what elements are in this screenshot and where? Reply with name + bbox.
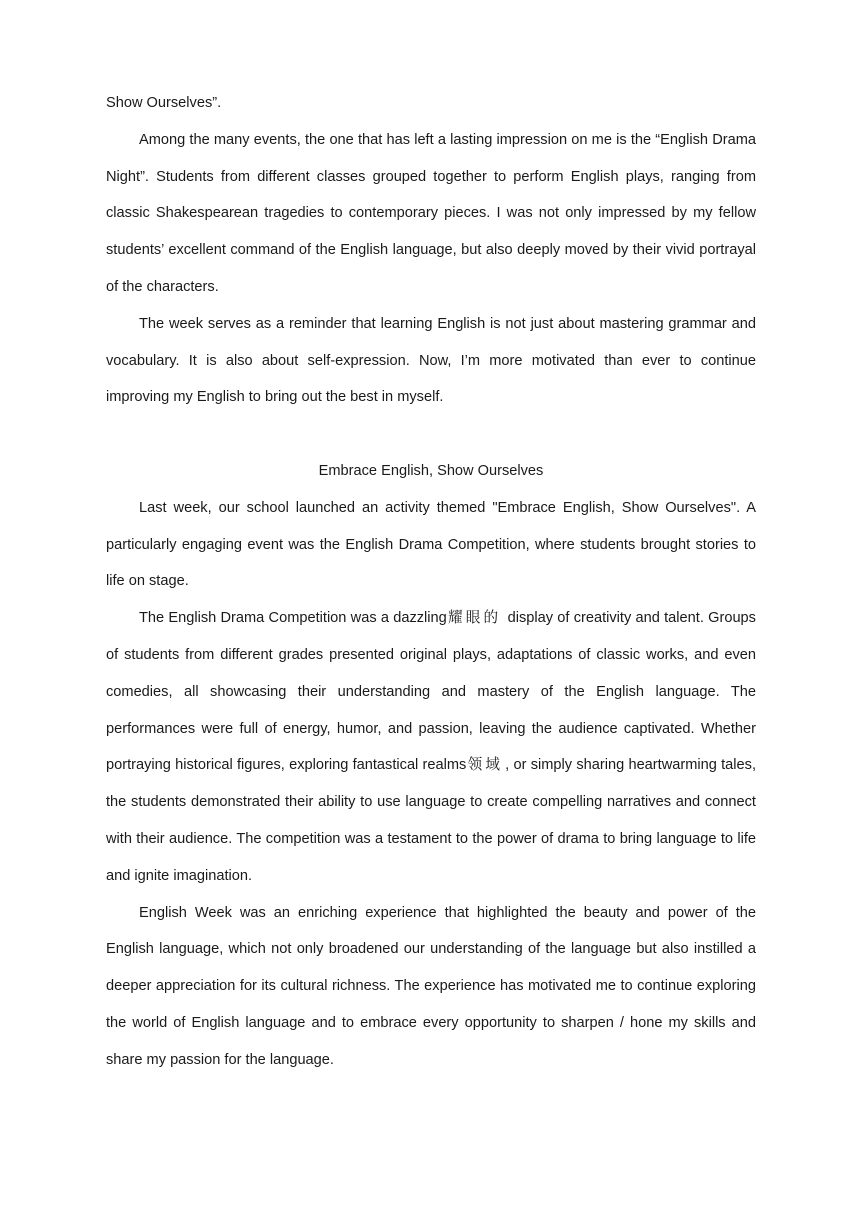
section-gap <box>106 416 756 453</box>
essay1-paragraph-conclusion: The week serves as a reminder that learning English is not just about mastering grammar and vocabulary. It is also about self-expression. Now, I’m more motivated than ever to continue improving my English to bring out the best in myself. <box>106 315 756 406</box>
essay2-p2-text-a: The English Drama Competition was a dazzling <box>139 610 447 627</box>
essay1-paragraph-drama-night: Among the many events, the one that has left a lasting impression on me is the “English Drama Night”. Students from different classes grouped together to perform English plays, ranging from classic Shakespearean tragedies to contemporary pieces. I was not only impressed by my fellow students’ excellent command of the English language, but also deeply moved by their vivid portrayal of the characters. <box>106 131 756 295</box>
essay2-paragraph-intro: Last week, our school launched an activity themed "Embrace English, Show Ourselves". A particularly engaging event was the English Drama Competition, where students brought stories to life on stage. <box>106 499 756 590</box>
essay2-title: Embrace English, Show Ourselves <box>318 462 544 479</box>
gloss-dazzling: 耀眼的 <box>447 609 502 627</box>
essay2-p2-text-c: , or simply sharing heartwarming tales, the students demonstrated their ability to use language to create compelling narratives and connect with their audience. The competition was a testament to the power of drama to bring language to life and ignite imagination. <box>106 757 756 884</box>
document-page <box>106 85 756 1079</box>
essay1-paragraph-continuation: Show Ourselves”. <box>106 95 222 111</box>
essay2-paragraph-competition <box>106 600 756 894</box>
gloss-realms: 领域 <box>467 756 504 774</box>
essay2-paragraph-conclusion: English Week was an enriching experience that highlighted the beauty and power of the English language, which not only broadened our understanding of the language but also instilled a deeper appreciation for its cultural richness. The experience has motivated me to continue exploring the world of English language and to embrace every opportunity to sharpen / hone my skills and share my passion for the language. <box>106 904 756 1068</box>
essay2-p2-text-b: display of creativity and talent. Groups of students from different grades presented original plays, adaptations of classic works, and even comedies, all showcasing their understanding and mastery of the English language. The performances were full of energy, humor, and passion, leaving the audience captivated. Whether portraying historical figures, exploring fantastical realms <box>106 610 756 774</box>
